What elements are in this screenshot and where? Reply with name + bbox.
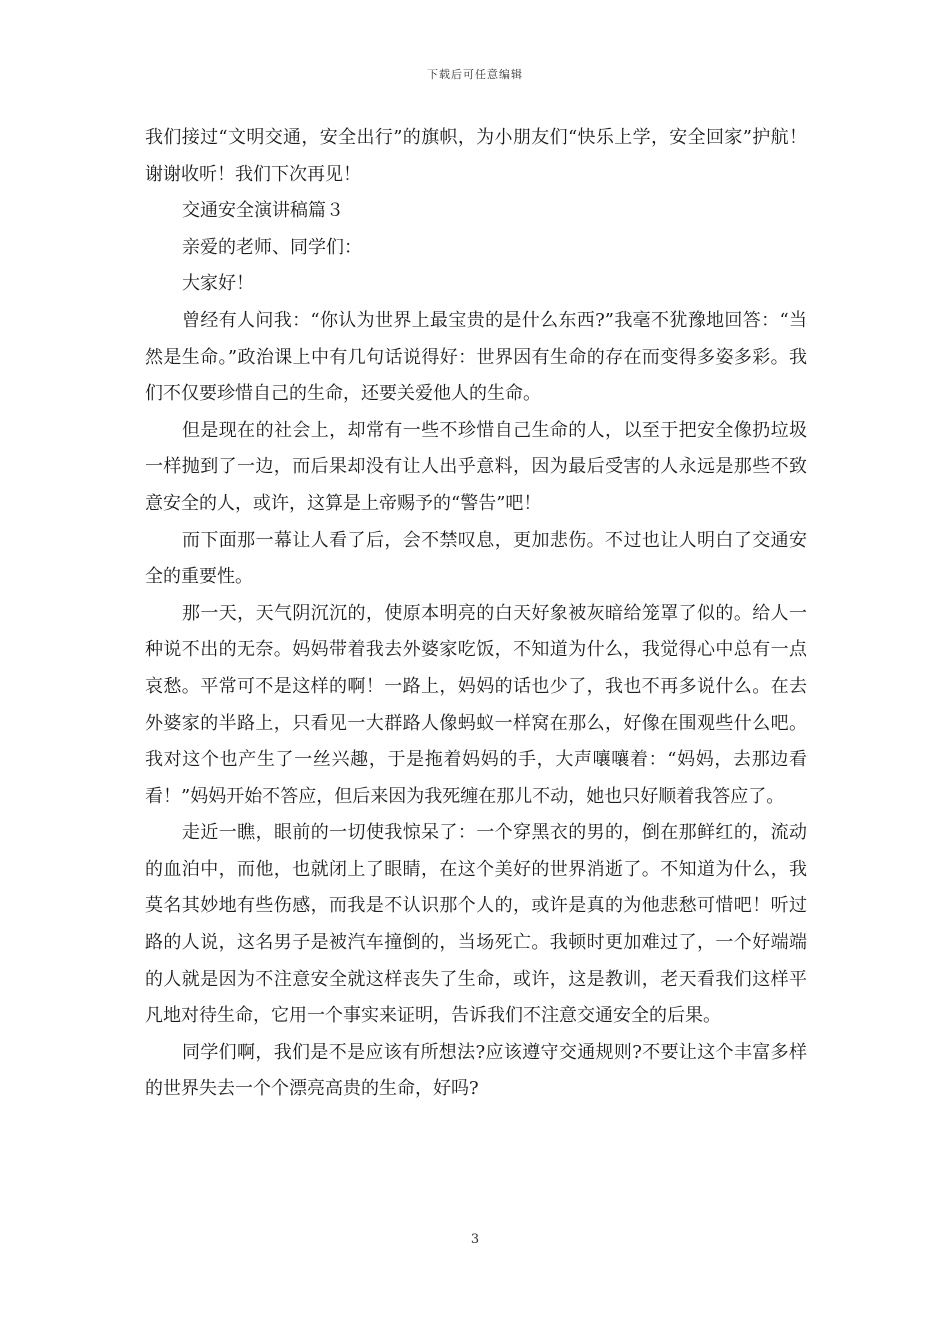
paragraph-6: 但是现在的社会上，却常有一些不珍惜自己生命的人，以至于把安全像扔垃圾一样抛到了一边，而后果却没有让人出乎意料，因为最后受害的人永远是那些不致意安全的人，或许，这算是上帝赐予的“警告”吧！ — [145, 419, 807, 514]
page-number: 3 — [470, 1232, 480, 1247]
paragraph-8: 那一天，天气阴沉沉的，使原本明亮的白天好象被灰暗给笼罩了似的。给人一种说不出的无奈。妈妈带着我去外婆家吃饭，不知道为什么，我觉得心中总有一点哀愁。平常可不是这样的啊！一路上，妈妈的话也少了，我也不再多说什么。在去外婆家的半路上，只看见一大群路人像蚂蚁一样窝在那么，好像在围观些什么吧。我对这个也产生了一丝兴趣，于是拖着妈妈的手，大声嚷嚷着：“妈妈，去那边看看！”妈妈开始不答应，但后来因为我死缠在那儿不动，她也只好顺着我答应了。 — [145, 602, 807, 807]
page-header: 下载后可任意编辑 — [427, 68, 523, 81]
document-body — [145, 120, 807, 1108]
paragraph-1: 我们接过“文明交通，安全出行”的旗帜，为小朋友们“快乐上学，安全回家”护航！谢谢收听！我们下次再见！ — [145, 127, 807, 185]
paragraph-5: 曾经有人问我：“你认为世界上最宝贵的是什么东西?”我毫不犹豫地回答：“当然是生命。”政治课上中有几句话说得好：世界因有生命的存在而变得多姿多彩。我们不仅要珍惜自己的生命，还要关爱他人的生命。 — [145, 309, 807, 405]
paragraph-7: 而下面那一幕让人看了后，会不禁叹息，更加悲伤。不过也让人明白了交通安全的重要性。 — [145, 529, 807, 588]
salutation: 亲爱的老师、同学们： — [182, 236, 362, 258]
paragraph-10: 同学们啊，我们是不是应该有所想法?应该遵守交通规则?不要让这个丰富多样的世界失去一个个漂亮高贵的生命，好吗? — [145, 1041, 807, 1100]
paragraph-9: 走近一瞧，眼前的一切使我惊呆了：一个穿黑衣的男的，倒在那鲜红的，流动的血泊中，而他，也就闭上了眼睛，在这个美好的世界消逝了。不知道为什么，我莫名其妙地有些伤感，而我是不认识那个人的，或许是真的为他悲愁可惜吧！听过路的人说，这名男子是被汽车撞倒的，当场死亡。我顿时更加难过了，一个好端端的人就是因为不注意安全就这样丧失了生命，或许，这是教训，老天看我们这样平凡地对待生命，它用一个事实来证明，告诉我们不注意交通安全的后果。 — [145, 822, 807, 1027]
section-title: 交通安全演讲稿篇３ — [182, 200, 344, 222]
greeting: 大家好！ — [182, 273, 254, 295]
